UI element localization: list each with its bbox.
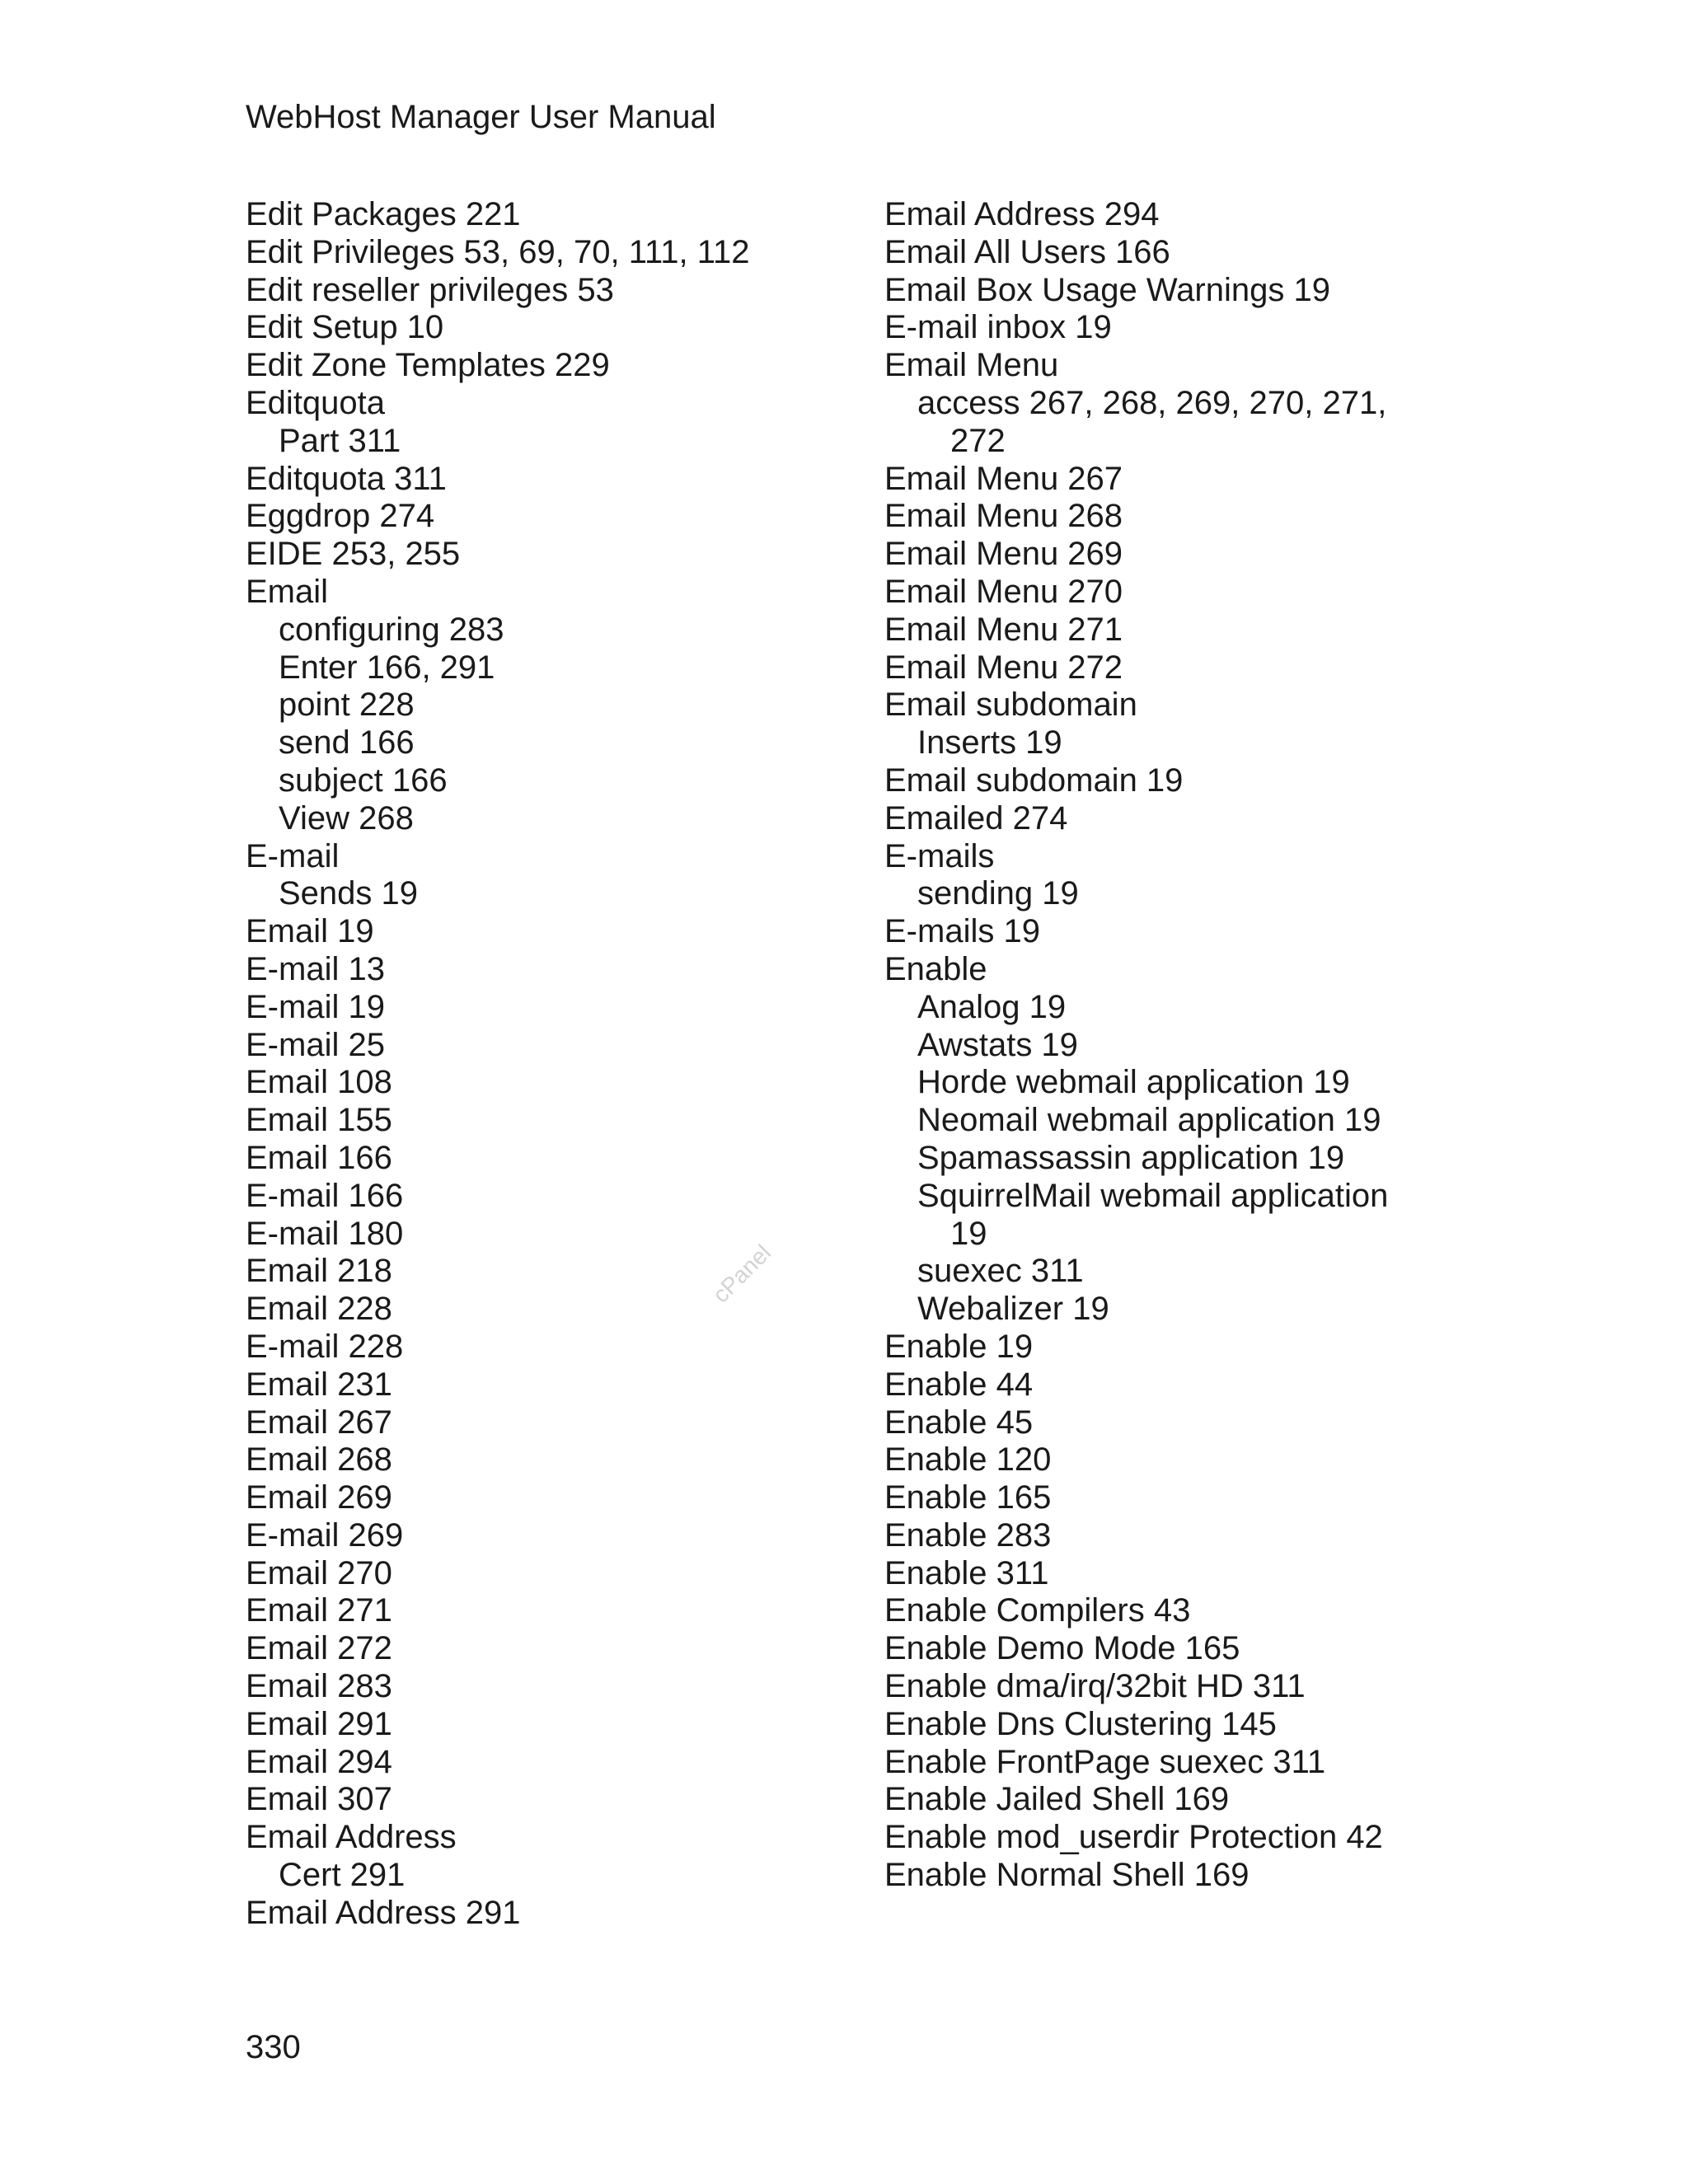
index-entry: Email 291	[246, 1705, 392, 1742]
index-entry: Email 155	[246, 1102, 392, 1139]
page-number: 330	[246, 2029, 301, 2065]
index-entry: Email Menu 267	[884, 460, 1123, 497]
index-column-right	[884, 196, 1478, 1895]
index-continuation: 19	[950, 1215, 987, 1252]
index-subentry: Inserts 19	[917, 724, 1062, 762]
watermark: cPanel	[707, 1240, 776, 1308]
index-entry: Email 108	[246, 1064, 392, 1101]
index-entry: E-mail	[246, 837, 340, 874]
index-subentry: Cert 291	[279, 1857, 406, 1894]
index-subentry: SquirrelMail webmail application	[917, 1177, 1389, 1214]
index-subentry: Sends 19	[279, 875, 419, 912]
index-entry: Editquota	[246, 384, 386, 421]
index-entry: Email Menu 270	[884, 573, 1123, 610]
index-entry: Email 218	[246, 1253, 392, 1290]
index-entry: Enable 45	[884, 1404, 1034, 1441]
index-entry: Enable 120	[884, 1441, 1052, 1479]
index-subentry: sending 19	[917, 875, 1079, 912]
index-entry: Edit Privileges 53, 69, 70, 111, 112	[246, 233, 750, 270]
index-entry: E-mail inbox 19	[884, 309, 1112, 346]
index-entry: E-mail 228	[246, 1328, 404, 1365]
index-entry: Edit Zone Templates 229	[246, 347, 610, 384]
index-entry: Email 268	[246, 1441, 392, 1479]
index-entry: Enable dma/irq/32bit HD 311	[884, 1668, 1306, 1705]
index-entry: Eggdrop 274	[246, 498, 435, 535]
index-entry: Emailed 274	[884, 799, 1068, 837]
index-entry: Enable Normal Shell 169	[884, 1857, 1250, 1894]
index-entry: Email	[246, 573, 329, 610]
index-entry: Editquota 311	[246, 460, 447, 497]
index-entry: Email 283	[246, 1668, 392, 1705]
index-subentry: configuring 283	[279, 611, 504, 648]
index-entry: Edit Packages 221	[246, 196, 521, 232]
index-entry: Enable Demo Mode 165	[884, 1630, 1240, 1667]
index-entry: Enable 44	[884, 1366, 1034, 1403]
index-entry: E-mail 166	[246, 1177, 404, 1214]
index-entry: Email 228	[246, 1291, 392, 1328]
index-entry: E-mails 19	[884, 913, 1040, 950]
index-entry: Enable Jailed Shell 169	[884, 1781, 1230, 1818]
index-entry: Enable mod_userdir Protection 42	[884, 1819, 1383, 1856]
index-entry: Email 271	[246, 1592, 392, 1629]
index-entry: Email 19	[246, 913, 374, 950]
index-subentry: Enter 166, 291	[279, 649, 495, 686]
index-entry: Edit reseller privileges 53	[246, 271, 614, 308]
index-entry: Email 294	[246, 1743, 392, 1780]
index-entry: Email Menu	[884, 347, 1059, 384]
index-entry: E-mail 13	[246, 950, 385, 987]
index-entry: Email Menu 268	[884, 498, 1123, 535]
index-subentry: Spamassassin application 19	[917, 1139, 1345, 1176]
index-entry: Email Address 294	[884, 196, 1160, 232]
index-entry: Enable 283	[884, 1516, 1052, 1554]
index-entry: E-mail 269	[246, 1516, 404, 1554]
index-entry: Email 272	[246, 1630, 392, 1667]
index-entry: Email 267	[246, 1404, 392, 1441]
index-entry: EIDE 253, 255	[246, 536, 461, 573]
index-entry: Email Box Usage Warnings 19	[884, 271, 1330, 308]
index-subentry: Awstats 19	[917, 1026, 1078, 1063]
index-entry: Email Menu 272	[884, 649, 1123, 686]
index-entry: Email Menu 271	[884, 611, 1123, 648]
index-entry: Enable FrontPage suexec 311	[884, 1743, 1326, 1780]
index-subentry: suexec 311	[917, 1253, 1084, 1290]
index-column-left	[246, 196, 856, 1933]
index-entry: Email subdomain	[884, 687, 1137, 724]
index-entry: Edit Setup 10	[246, 309, 444, 346]
index-subentry: Horde webmail application 19	[917, 1064, 1350, 1101]
index-entry: Email Menu 269	[884, 536, 1123, 573]
index-entry: Enable Compilers 43	[884, 1592, 1191, 1629]
index-entry: Email 269	[246, 1479, 392, 1516]
index-entry: Enable	[884, 950, 987, 987]
index-subentry: subject 166	[279, 762, 448, 799]
index-subentry: Part 311	[279, 422, 401, 459]
index-entry: E-mail 180	[246, 1215, 404, 1252]
index-subentry: Neomail webmail application 19	[917, 1102, 1381, 1139]
index-continuation: 272	[950, 422, 1006, 459]
index-entry: Email 166	[246, 1139, 392, 1176]
index-entry: Email 231	[246, 1366, 392, 1403]
index-entry: E-mail 19	[246, 988, 385, 1025]
index-entry: Enable 19	[884, 1328, 1034, 1365]
index-subentry: View 268	[279, 799, 414, 837]
index-entry: Email 307	[246, 1781, 392, 1818]
index-subentry: point 228	[279, 687, 415, 724]
index-entry: Email 270	[246, 1554, 392, 1591]
index-subentry: Webalizer 19	[917, 1291, 1109, 1328]
index-entry: E-mail 25	[246, 1026, 385, 1063]
index-entry: E-mails	[884, 837, 995, 874]
index-subentry: access 267, 268, 269, 270, 271,	[917, 384, 1387, 421]
index-entry: Email All Users 166	[884, 233, 1170, 270]
index-entry: Enable 165	[884, 1479, 1052, 1516]
index-entry: Email subdomain 19	[884, 762, 1184, 799]
page-header-title: WebHost Manager User Manual	[246, 99, 716, 135]
index-subentry: Analog 19	[917, 988, 1067, 1025]
index-subentry: send 166	[279, 724, 415, 762]
index-entry: Enable 311	[884, 1554, 1049, 1591]
index-entry: Enable Dns Clustering 145	[884, 1705, 1277, 1742]
index-entry: Email Address	[246, 1819, 457, 1856]
index-entry: Email Address 291	[246, 1894, 521, 1931]
